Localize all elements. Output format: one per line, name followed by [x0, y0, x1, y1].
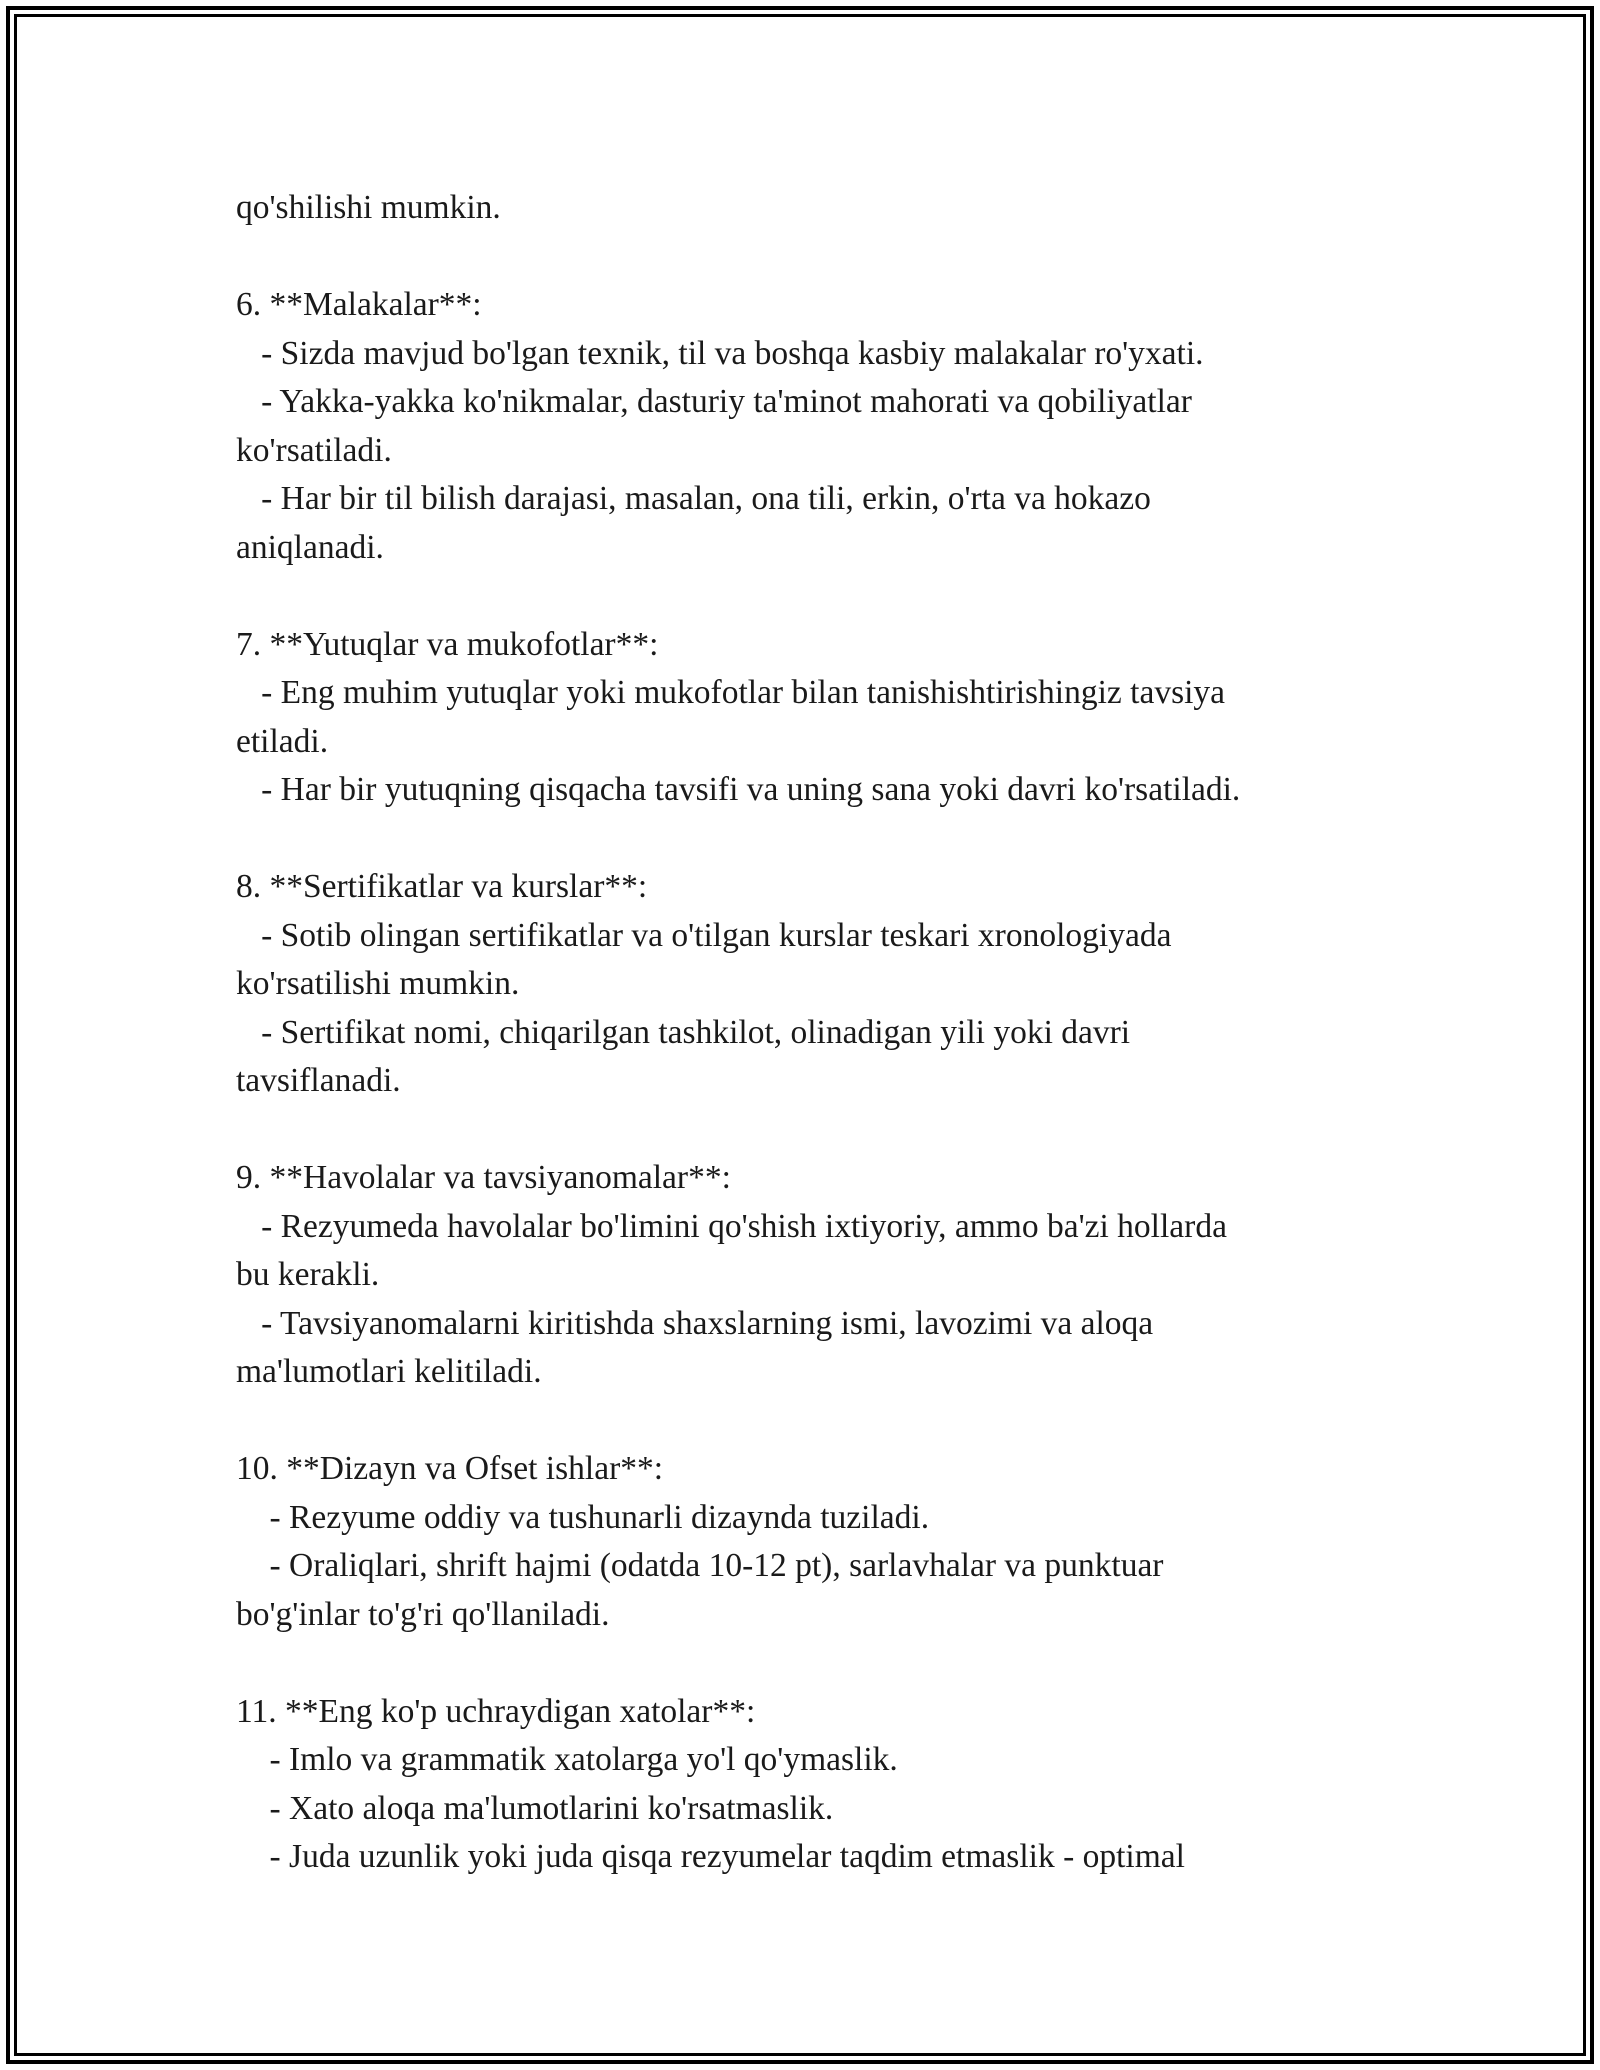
text-line: - Sertifikat nomi, chiqarilgan tashkilot, olinadigan yili yoki davri [236, 1013, 1131, 1051]
text-line: - Rezyume oddiy va tushunarli dizaynda tuziladi. [236, 1498, 930, 1536]
text-line: etiladi. [236, 722, 329, 760]
text-line: - Imlo va grammatik xatolarga yo'l qo'ymaslik. [236, 1741, 898, 1778]
blank-line [236, 572, 1356, 621]
blank-line [236, 815, 1356, 864]
blank-line [236, 233, 1356, 282]
text-line: - Tavsiyanomalarni kiritishda shaxslarning ismi, lavozimi va aloqa [236, 1304, 1154, 1342]
blank-line [236, 1106, 1356, 1155]
section-heading-10: 10. **Dizayn va Ofset ishlar**: [236, 1450, 664, 1487]
text-line: - Eng muhim yutuqlar yoki mukofotlar bilan tanishishtirishingiz tavsiya [236, 674, 1226, 711]
blank-line [236, 1397, 1356, 1446]
text-line: bo'g'inlar to'g'ri qo'llaniladi. [236, 1595, 610, 1633]
section-heading-9: 9. **Havolalar va tavsiyanomalar**: [236, 1159, 731, 1196]
text-line: ko'rsatilishi mumkin. [236, 965, 520, 1002]
text-line: aniqlanadi. [236, 528, 384, 566]
section-heading-11: 11. **Eng ko'p uchraydigan xatolar**: [236, 1692, 756, 1730]
text-line: tavsiflanadi. [236, 1062, 401, 1099]
text-line: - Xato aloqa ma'lumotlarini ko'rsatmaslik. [236, 1789, 834, 1827]
section-heading-6: 6. **Malakalar**: [236, 286, 482, 323]
section-heading-7: 7. **Yutuqlar va mukofotlar**: [236, 625, 659, 663]
blank-line [236, 1639, 1356, 1688]
document-body [236, 184, 1356, 1882]
text-line: - Har bir til bilish darajasi, masalan, ona tili, erkin, o'rta va hokazo [236, 480, 1151, 517]
text-line: - Sizda mavjud bo'lgan texnik, til va boshqa kasbiy malakalar ro'yxati. [236, 334, 1204, 372]
text-line: ma'lumotlari kelitiladi. [236, 1353, 542, 1390]
text-line: ko'rsatiladi. [236, 431, 392, 469]
text-line: qo'shilishi mumkin. [236, 189, 501, 226]
text-line: - Yakka-yakka ko'nikmalar, dasturiy ta'minot mahorati va qobiliyatlar [236, 383, 1192, 420]
text-line: - Rezyumeda havolalar bo'limini qo'shish ixtiyoriy, ammo ba'zi hollarda [236, 1207, 1227, 1245]
text-line: - Oraliqlari, shrift hajmi (odatda 10-12 pt), sarlavhalar va punktuar [236, 1547, 1164, 1584]
section-heading-8: 8. **Sertifikatlar va kurslar**: [236, 868, 648, 905]
text-line: bu kerakli. [236, 1256, 380, 1293]
text-line: - Har bir yutuqning qisqacha tavsifi va uning sana yoki davri ko'rsatiladi. [236, 771, 1241, 808]
text-line: - Juda uzunlik yoki juda qisqa rezyumelar taqdim etmaslik - optimal [236, 1838, 1185, 1875]
text-line: - Sotib olingan sertifikatlar va o'tilgan kurslar teskari xronologiyada [236, 916, 1172, 954]
